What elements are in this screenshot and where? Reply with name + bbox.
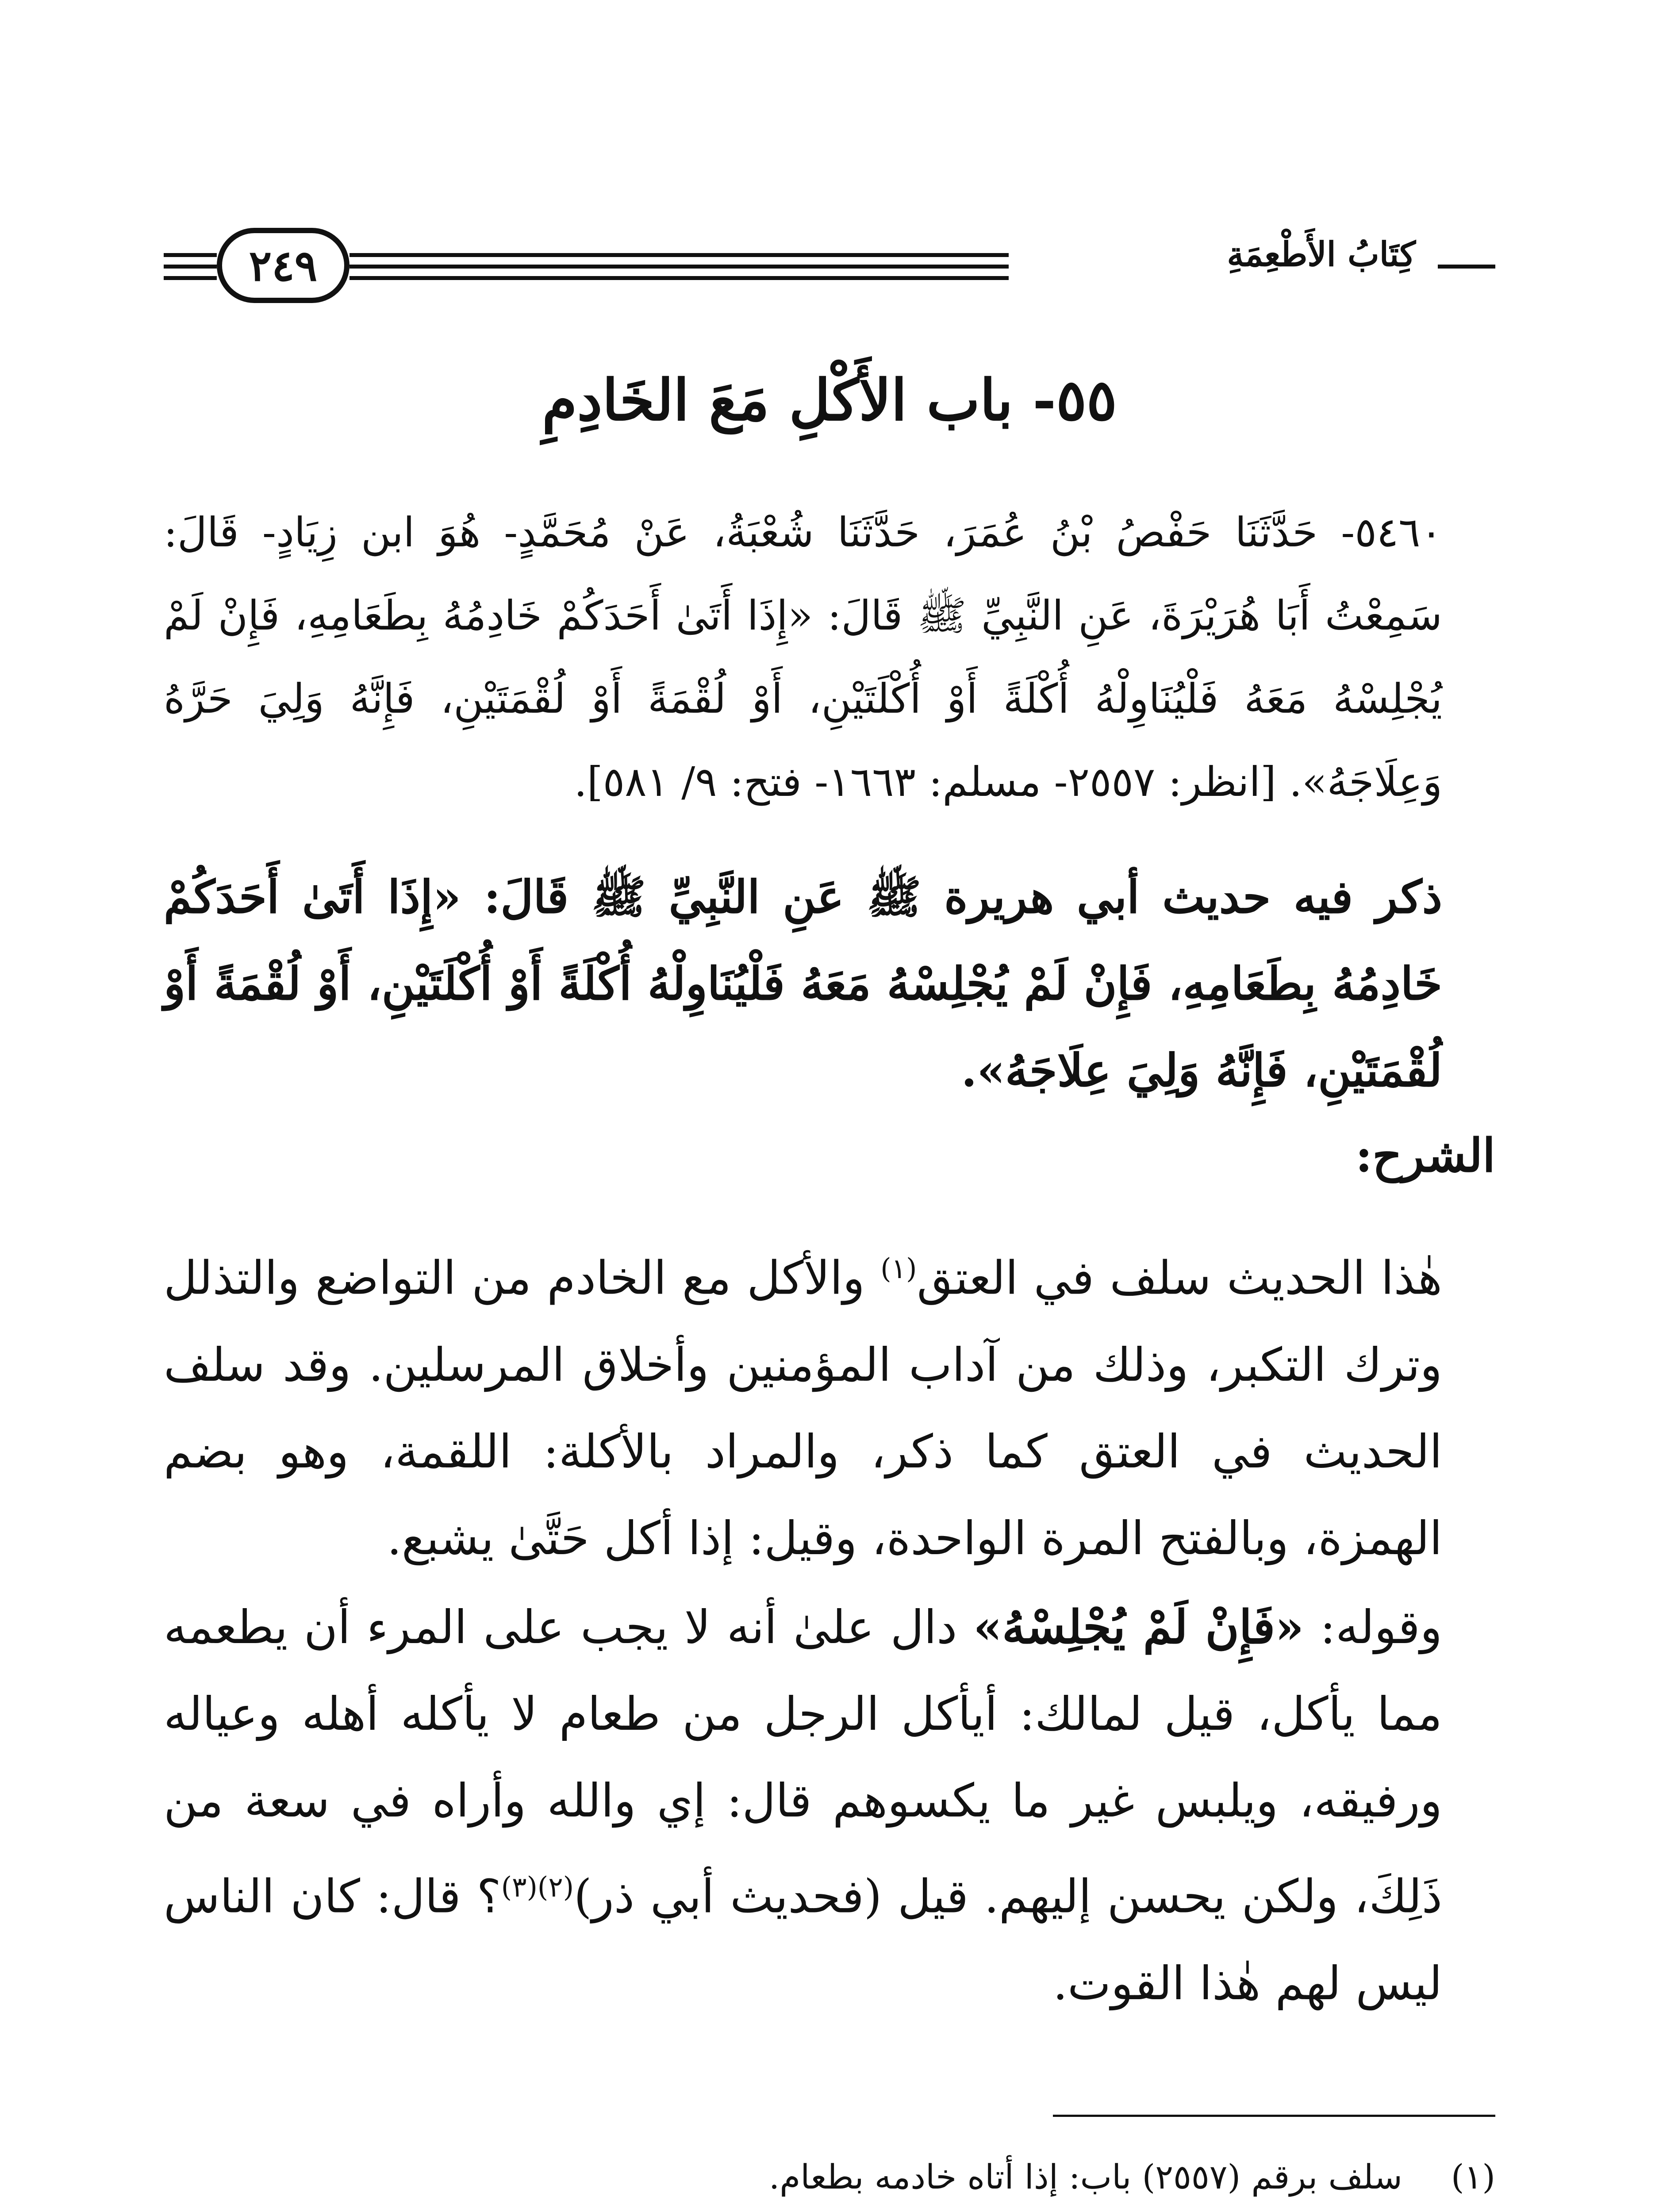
footnote — [164, 2208, 1495, 2212]
header-rule — [1438, 265, 1495, 269]
footnote-text — [164, 2208, 1402, 2212]
running-header — [164, 226, 1495, 310]
footnotes — [164, 2146, 1495, 2212]
sharh-paragraph-2 — [164, 1584, 1495, 2027]
footnote-text: سلف برقم (٢٥٥٧) باب: إذا أتاه خادمه بطعام. — [769, 2157, 1402, 2197]
sharh-paragraph-1 — [164, 1225, 1495, 1582]
header-rule — [164, 265, 217, 269]
sharh-text: والأكل مع الخادم من التواضع والتذلل وترك التكبر، وذلك من آداب المؤمنين وأخلاق المرسلين. وقد سلف الحديث في العتق كما ذكر، والمراد بالأكلة: اللقمة، وهو بضم الهمزة، وبالفتح المرة الواحدة، وقيل: إذا أكل حَتَّىٰ يشبع. — [164, 1251, 1442, 1565]
chapter-title: ٥٥- باب الأَكْلِ مَعَ الخَادِمِ — [542, 367, 1117, 434]
footnote — [164, 2146, 1495, 2208]
sharh-text: هٰذا الحديث سلف في العتق — [917, 1251, 1442, 1305]
footnote-number — [1402, 2208, 1495, 2212]
quoted-phrase: «فَإِنْ لَمْ يُجْلِسْهُ» — [973, 1600, 1304, 1654]
book-title: كِتَابُ الأَطْعِمَةِ — [1214, 234, 1429, 274]
header-rule — [164, 253, 217, 257]
footnote-divider — [1053, 2115, 1495, 2117]
sharh-text: دال علىٰ أنه لا يجب على المرء أن يطعمه مما يأكل، قيل لمالك: أيأكل الرجل من طعام لا يأكله أهله وعياله ورفيقه، ويلبس غير ما يكسوهم قال: إي والله وأراه في سعة من ذَلِكَ، ولكن يحسن إليهم. قيل (فحديث أبي ذر) — [164, 1600, 1443, 1924]
footnote-ref: (٢)(٣) — [501, 1871, 574, 1903]
page-number: ٢٤٩ — [217, 228, 349, 303]
hadith-paragraph: ٥٤٦٠- حَدَّثَنَا حَفْصُ بْنُ عُمَرَ، حَدَّثَنَا شُعْبَةُ، عَنْ مُحَمَّدٍ- هُوَ ابن زِيَادٍ- قَالَ: سَمِعْتُ أَبَا هُرَيْرَةَ، عَنِ النَّبِيِّ ﷺ قَالَ: «إِذَا أَتَىٰ أَحَدَكُمْ خَادِمُهُ بِطَعَامِهِ، فَإِنْ لَمْ يُجْلِسْهُ مَعَهُ فَلْيُنَاوِلْهُ أُكْلَةً أَوْ أُكْلَتَيْنِ، أَوْ لُقْمَةً أَوْ لُقْمَتَيْنِ، فَإِنَّهُ وَلِيَ حَرَّهُ وَعِلَاجَهُ». [انظر: ٢٥٥٧- مسلم: ١٦٦٣- فتح: ٩/ ٥٨١]. — [164, 509, 1442, 806]
header-rule — [349, 253, 1009, 257]
sharh-text: وقوله: — [1304, 1600, 1442, 1654]
header-rule — [349, 276, 1009, 280]
footnote-number: (١) — [1451, 2157, 1495, 2197]
sharh-text: ؟ قال: كان الناس ليس لهم هٰذا القوت. — [164, 1869, 1442, 2010]
sharh-heading: الشرح: — [1355, 1128, 1495, 1183]
header-rule — [164, 276, 217, 280]
header-rule — [349, 265, 1009, 269]
zikr-text — [164, 854, 1495, 1114]
hadith-text — [164, 491, 1495, 824]
zikr-paragraph: ذكر فيه حديث أبي هريرة ﷺ عَنِ النَّبِيِّ ﷺ قَالَ: «إِذَا أَتَىٰ أَحَدَكُمْ خَادِمُهُ بِطَعَامِهِ، فَإِنْ لَمْ يُجْلِسْهُ مَعَهُ فَلْيُنَاوِلْهُ أُكْلَةً أَوْ أُكْلَتَيْنِ، أَوْ لُقْمَةً أَوْ لُقْمَتَيْنِ، فَإِنَّهُ وَلِيَ عِلَاجَهُ». — [164, 871, 1442, 1097]
footnote-ref: (١) — [880, 1252, 917, 1285]
